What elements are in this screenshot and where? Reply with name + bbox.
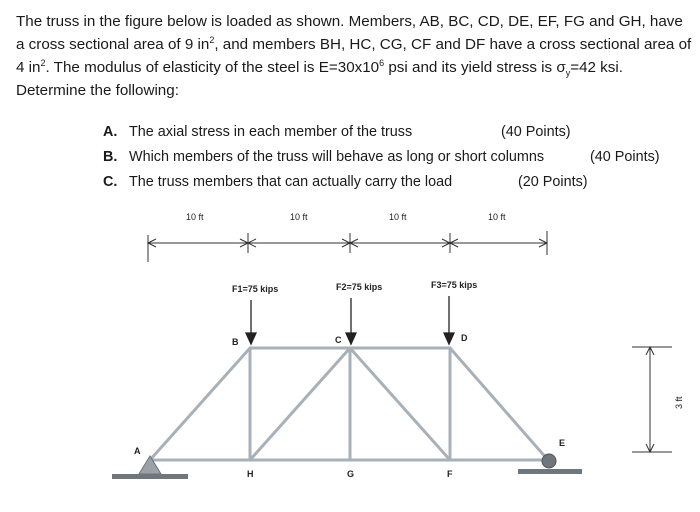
node-label-f: F [447,469,453,479]
task-text: The truss members that can actually carry the load [129,174,453,190]
node-label-d: D [461,333,468,343]
span-label-2: 10 ft [290,212,308,222]
task-points: (40 Points) [501,124,571,140]
node-label-h: H [247,469,254,479]
span-dimension-line [148,231,547,262]
truss-members [150,348,548,460]
height-dimension-line [632,347,672,452]
sup-6: 6 [379,57,385,68]
intro-text-3: . The modulus of elasticity of the steel is E=30x10 [45,59,380,76]
node-label-g: G [347,469,355,479]
sup-2b: 2 [40,57,46,68]
member-hc [250,348,350,460]
task-letter: A. [103,124,118,140]
task-points: (40 Points) [590,149,660,165]
member-de [450,348,548,460]
load-label-f3: F3=75 kips [431,280,478,290]
task-letter: B. [103,149,118,165]
load-label-f1: F1=75 kips [232,284,279,294]
node-label-c: C [335,335,342,345]
height-label: 3 ft [674,396,684,409]
sub-y: y [565,68,571,79]
roller-support [518,454,582,474]
span-label-1: 10 ft [186,212,204,222]
task-points: (20 Points) [518,174,588,190]
member-cf [350,348,450,460]
span-label-4: 10 ft [488,212,506,222]
sup-2a: 2 [209,34,215,45]
task-letter: C. [103,174,118,190]
task-text: Which members of the truss will behave as long or short columns [129,149,545,165]
node-label-e: E [559,438,566,448]
node-label-b: B [232,337,239,347]
load-label-f2: F2=75 kips [336,282,383,292]
task-text: The axial stress in each member of the truss [129,124,413,140]
node-label-a: A [134,446,141,456]
member-ab [150,348,250,460]
intro-text-5: =42 ksi. Determine the following: [16,59,623,99]
intro-text-4: psi and its yield stress is σ [384,59,566,76]
load-arrows [246,296,454,344]
intro-text-2: , and members BH, HC, CG, CF and DF have a cross sectional area of 4 in [16,36,692,76]
span-label-3: 10 ft [389,212,407,222]
intro-text-1: The truss in the figure below is loaded as shown. Members, AB, BC, CD, DE, EF, FG and GH, have a cross sectional area of 9 in [16,13,683,53]
